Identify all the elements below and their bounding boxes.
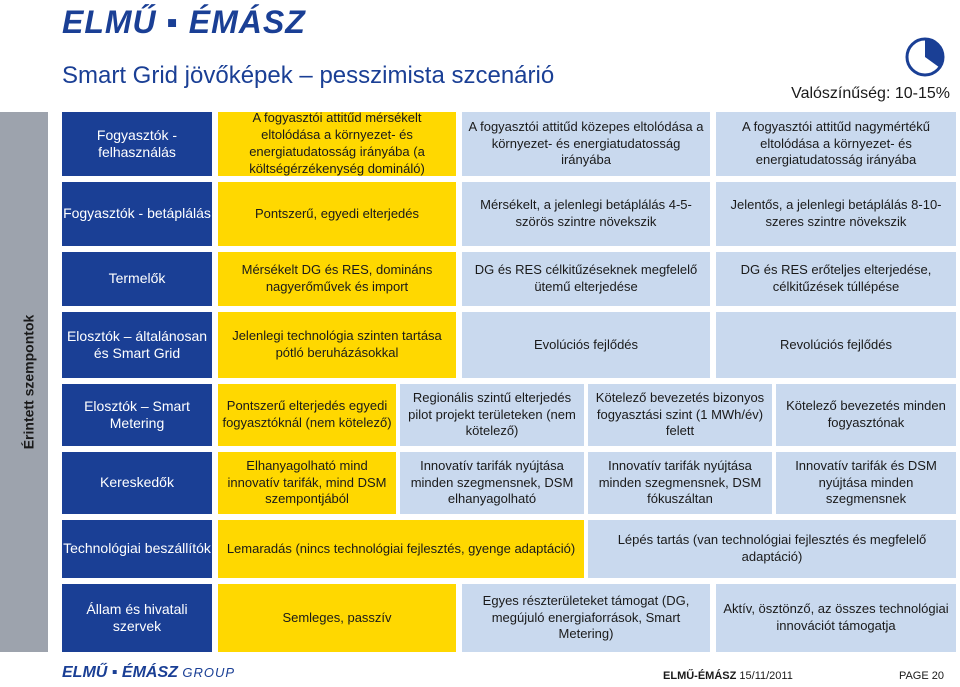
cell-consumers-feedin-2: Mérsékelt, a jelenlegi betáplálás 4-5-szörös szintre növekszik	[462, 182, 710, 246]
cell-producers-3: DG és RES erőteljes elterjedése, célkitűzések túllépése	[716, 252, 956, 306]
cell-traders-3: Innovatív tarifák nyújtása minden szegmensnek, DSM fókuszáltan	[588, 452, 772, 514]
page-title: Smart Grid jövőképek – pesszimista szcenárió	[62, 62, 555, 89]
side-label: Érintett szempontok	[20, 314, 37, 450]
footer-company: ELMŰ-ÉMÁSZ	[663, 670, 737, 682]
footer-info	[663, 670, 944, 682]
page-number: PAGE 20	[898, 670, 944, 682]
footer-logo: ELMŰ ▪ ÉMÁSZ GROUP	[62, 664, 236, 681]
cell-consumers-feedin-3: Jelentős, a jelenlegi betáplálás 8-10-szeres szintre növekszik	[716, 182, 956, 246]
cell-tech-suppliers-1: Lemaradás (nincs technológiai fejlesztés, gyenge adaptáció)	[218, 520, 584, 578]
cell-traders-1: Elhanyagolható mind innovatív tarifák, mind DSM szempontjából	[218, 452, 396, 514]
cell-consumers-usage-1: A fogyasztói attitűd mérsékelt eltolódása a környezet- és energiatudatosság irányába (a költségérzékenység domináló)	[218, 112, 456, 176]
cell-consumers-usage-3: A fogyasztói attitűd nagymértékű eltolódása a környezet- és energiatudatosság irányába	[716, 112, 956, 176]
cell-state-1: Semleges, passzív	[218, 584, 456, 652]
cell-distributors-smart-grid-3: Revolúciós fejlődés	[716, 312, 956, 378]
probability-label: Valószínűség: 10-15%	[791, 85, 950, 102]
cell-distributors-smart-grid-1: Jelenlegi technológia szinten tartása pótló beruházásokkal	[218, 312, 456, 378]
row-head-producers: Termelők	[62, 252, 212, 306]
row-head-tech-suppliers: Technológiai beszállítók	[62, 520, 212, 578]
probability-pie-icon	[904, 36, 946, 78]
cell-state-2: Egyes részterületeket támogat (DG, megújuló energiaforrások, Smart Metering)	[462, 584, 710, 652]
cell-producers-2: DG és RES célkitűzéseknek megfelelő ütemű elterjedése	[462, 252, 710, 306]
row-head-distributors-smart-grid: Elosztók – általánosan és Smart Grid	[62, 312, 212, 378]
row-head-state: Állam és hivatali szervek	[62, 584, 212, 652]
cell-smart-metering-1: Pontszerű elterjedés egyedi fogyasztóknál (nem kötelező)	[218, 384, 396, 446]
row-head-consumers-usage: Fogyasztók - felhasználás	[62, 112, 212, 176]
cell-consumers-usage-2: A fogyasztói attitűd közepes eltolódása a környezet- és energiatudatosság irányába	[462, 112, 710, 176]
cell-tech-suppliers-2: Lépés tartás (van technológiai fejlesztés és megfelelő adaptáció)	[588, 520, 956, 578]
footer-group: GROUP	[182, 665, 236, 680]
cell-consumers-feedin-1: Pontszerű, egyedi elterjedés	[218, 182, 456, 246]
cell-smart-metering-4: Kötelező bevezetés minden fogyasztónak	[776, 384, 956, 446]
cell-producers-1: Mérsékelt DG és RES, domináns nagyerőművek és import	[218, 252, 456, 306]
cell-state-3: Aktív, ösztönző, az összes technológiai innovációt támogatja	[716, 584, 956, 652]
row-head-distributors-smart-metering: Elosztók – Smart Metering	[62, 384, 212, 446]
cell-traders-4: Innovatív tarifák és DSM nyújtása minden szegmensnek	[776, 452, 956, 514]
brand-logo: ELMŰ ▪ ÉMÁSZ	[62, 4, 306, 40]
footer-date: 15/11/2011	[739, 670, 793, 682]
cell-distributors-smart-grid-2: Evolúciós fejlődés	[462, 312, 710, 378]
cell-smart-metering-3: Kötelező bevezetés bizonyos fogyasztási szint (1 MWh/év) felett	[588, 384, 772, 446]
cell-smart-metering-2: Regionális szintű elterjedés pilot projekt területeken (nem kötelező)	[400, 384, 584, 446]
row-head-traders: Kereskedők	[62, 452, 212, 514]
row-head-consumers-feedin: Fogyasztók - betáplálás	[62, 182, 212, 246]
cell-traders-2: Innovatív tarifák nyújtása minden szegmensnek, DSM elhanyagolható	[400, 452, 584, 514]
